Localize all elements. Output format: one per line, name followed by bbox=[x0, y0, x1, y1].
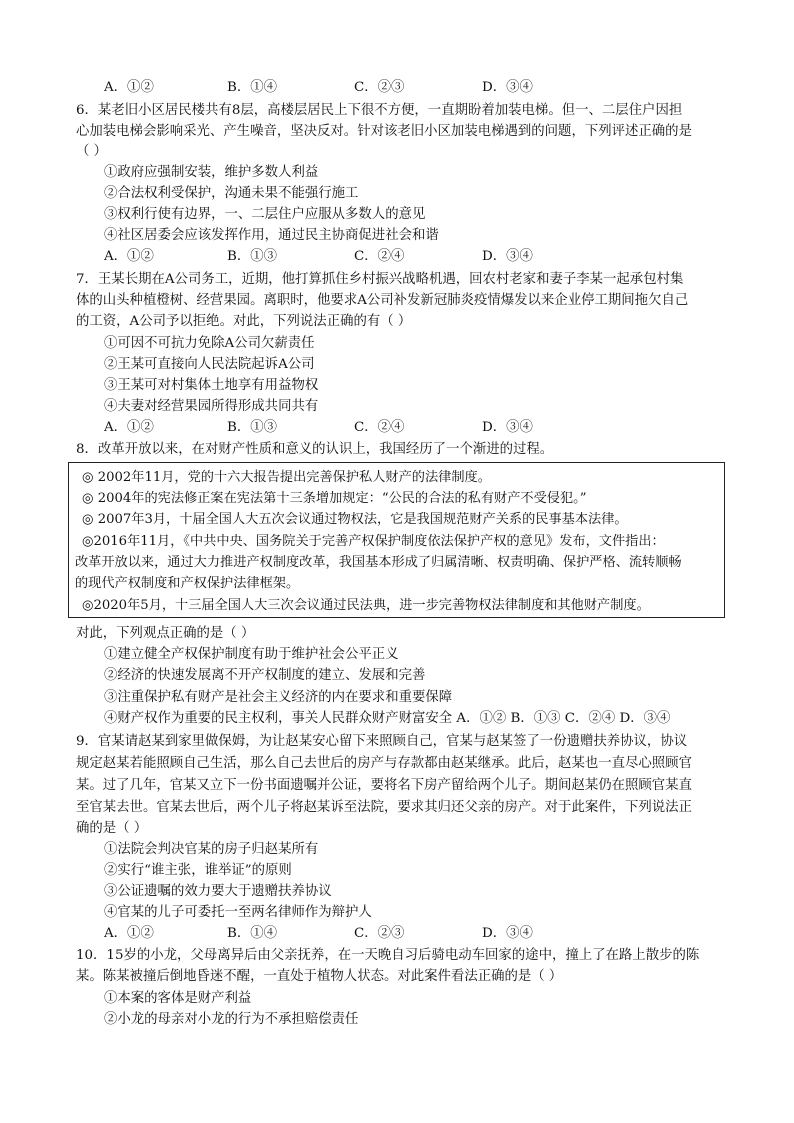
q7-stem-line: 体的山头种植橙树、经营果园。离职时，他要求A公司补发新冠肺炎疫情爆发以来企业停工期间拖欠自己 bbox=[76, 293, 689, 308]
q7-stem-line: 的工资，A公司予以拒绝。对此，下列说法正确的有（ ） bbox=[76, 314, 412, 329]
q9-option-a: A．①② bbox=[104, 926, 154, 941]
q9-stem-line: 某。过了几年，官某又立下一份书面遗嘱并公证，要将名下房产留给两个儿子。期间赵某仍在照顾官某直 bbox=[76, 778, 692, 793]
q9-option-d: D．③④ bbox=[482, 926, 533, 941]
q7-option-d: D．③④ bbox=[482, 420, 533, 435]
q6-option-c: C．②④ bbox=[354, 249, 405, 264]
q8-statement-1: ①建立健全产权保护制度有助于维护社会公平正义 bbox=[104, 647, 399, 662]
q8-material: ◎2016年11月，《中共中央、国务院关于完善产权保护制度依法保护产权的意见》发布，文件指出： bbox=[82, 534, 665, 549]
q8-material: ◎ 2002年11月，党的十六大报告提出完善保护私人财产的法律制度。 bbox=[82, 470, 491, 485]
q9-statement-3: ③公证遗嘱的效力要大于遗赠扶养协议 bbox=[104, 884, 332, 899]
q9-stem-line: 规定赵某若能照顾自己生活，那么自己去世后的房产与存款都由赵某继承。此后，赵某也一直尽心照顾官 bbox=[76, 756, 692, 771]
q6-stem-line: 心加装电梯会影响采光、产生噪音，坚决反对。针对该老旧小区加装电梯遇到的问题，下列评述正确的是 bbox=[76, 124, 692, 139]
q6-statement-1: ①政府应强制安装，维护多数人利益 bbox=[104, 165, 319, 180]
q8-question: 对此，下列观点正确的是（ ） bbox=[76, 626, 255, 641]
q7-option-a: A．①② bbox=[104, 420, 154, 435]
q6-statement-4: ④社区居委会应该发挥作用，通过民主协商促进社会和谐 bbox=[104, 228, 439, 243]
q6-statement-2: ②合法权利受保护，沟通未果不能强行施工 bbox=[104, 186, 359, 201]
q6-stem-line: （ ） bbox=[76, 144, 108, 159]
q9-option-c: C．②③ bbox=[354, 926, 405, 941]
q7-statement-2: ②王某可直接向人民法院起诉A公司 bbox=[104, 357, 315, 372]
q6-option-b: B．①③ bbox=[227, 249, 278, 264]
q7-stem-line: 7．王某长期在A公司务工，近期，他打算抓住乡村振兴战略机遇，回农村老家和妻子李某一起承包村集 bbox=[76, 272, 684, 287]
q10-statement-1: ①本案的客体是财产利益 bbox=[104, 991, 252, 1006]
q5-option-b: B．①④ bbox=[227, 80, 278, 95]
q8-stem: 8．改革开放以来，在对财产性质和意义的认识上，我国经历了一个渐进的过程。 bbox=[76, 442, 554, 457]
q9-stem-line: 9．官某请赵某到家里做保姆，为让赵某安心留下来照顾自己，官某与赵某签了一份遗赠扶养协议，协议 bbox=[76, 734, 688, 749]
q7-option-b: B．①③ bbox=[227, 420, 278, 435]
q6-option-d: D．③④ bbox=[482, 249, 533, 264]
q8-material: 改革开放以来，通过大力推进产权制度改革，我国基本形成了归属清晰、权责明确、保护严格、流转顺畅 bbox=[75, 555, 682, 570]
q10-stem-line: 某。陈某被撞后倒地昏迷不醒，一直处于植物人状态。对此案件看法正确的是（ ） bbox=[76, 969, 563, 984]
q7-option-c: C．②④ bbox=[354, 420, 405, 435]
q9-option-b: B．①④ bbox=[227, 926, 278, 941]
q5-option-c: C．②③ bbox=[354, 80, 405, 95]
q6-statement-3: ③权利行使有边界，一、二层住户应服从多数人的意见 bbox=[104, 207, 426, 222]
q9-statement-1: ①法院会判决官某的房子归赵某所有 bbox=[104, 842, 319, 857]
q8-statement-3: ③注重保护私有财产是社会主义经济的内在要求和重要保障 bbox=[104, 690, 453, 705]
q9-stem-line: 至官某去世。官某去世后，两个儿子将赵某诉至法院，要求其归还父亲的房产。对于此案件，下列说法正 bbox=[76, 800, 692, 815]
q8-material: ◎ 2004年的宪法修正案在宪法第十三条增加规定：“公民的合法的私有财产不受侵犯。” bbox=[82, 491, 587, 506]
q10-stem-line: 10．15岁的小龙，父母离异后由父亲抚养，在一天晚自习后骑电动车回家的途中，撞上了在路上散步的陈 bbox=[76, 948, 700, 963]
q6-stem-line: 6．某老旧小区居民楼共有8层，高楼层居民上下很不方便，一直期盼着加装电梯。但一、二层住户因担 bbox=[76, 103, 683, 118]
q6-option-a: A．①② bbox=[104, 249, 154, 264]
q7-statement-1: ①可因不可抗力免除A公司欠薪责任 bbox=[104, 336, 315, 351]
q7-statement-4: ④夫妻对经营果园所得形成共同共有 bbox=[104, 399, 319, 414]
q8-material: ◎2020年5月，十三届全国人大三次会议通过民法典，进一步完善物权法律制度和其他财产制度。 bbox=[82, 598, 650, 613]
q9-statement-2: ②实行“谁主张，谁举证”的原则 bbox=[104, 863, 292, 878]
q10-statement-2: ②小龙的母亲对小龙的行为不承担赔偿责任 bbox=[104, 1012, 359, 1027]
q9-statement-4: ④官某的儿子可委托一至两名律师作为辩护人 bbox=[104, 905, 372, 920]
q5-option-a: A．①② bbox=[104, 80, 154, 95]
q8-material: ◎ 2007年3月，十届全国人大五次会议通过物权法，它是我国规范财产关系的民事基本法律。 bbox=[82, 512, 628, 527]
q8-statement-4: ④财产权作为重要的民主权利，事关人民群众财产财富安全 A．①② B．①③ C．②④ D．③④ bbox=[104, 711, 671, 726]
q8-material: 的现代产权制度和产权保护法律框架。 bbox=[75, 576, 300, 591]
q7-statement-3: ③王某可对村集体土地享有用益物权 bbox=[104, 378, 319, 393]
q8-statement-2: ②经济的快速发展离不开产权制度的建立、发展和完善 bbox=[104, 668, 426, 683]
q5-option-d: D．③④ bbox=[482, 80, 533, 95]
q9-stem-line: 确的是（ ） bbox=[76, 821, 148, 836]
